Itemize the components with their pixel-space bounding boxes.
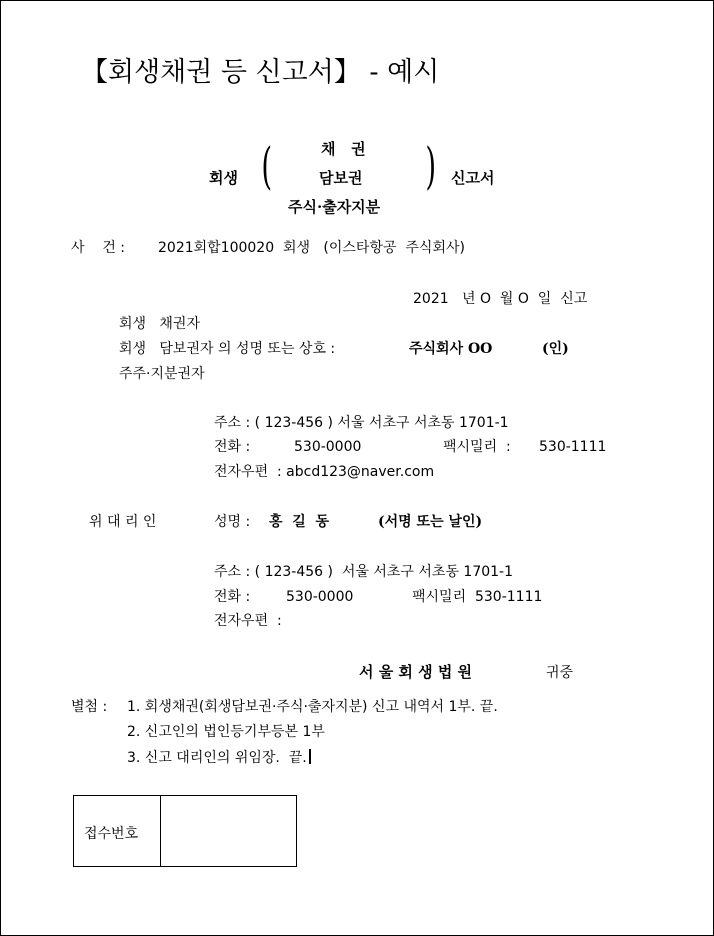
agent-email: 전자우편 :: [214, 613, 282, 629]
receipt-number-table: [73, 795, 297, 867]
agent-label: 위 대 리 인: [89, 514, 157, 530]
reporter-phone-label: 전화 :: [214, 439, 251, 455]
heading-item-claims: 채 권: [321, 140, 366, 158]
agent-phone-label: 전화 :: [214, 589, 251, 605]
reporter-address: 주소 : ( 123-456 ) 서울 서초구 서초동 1701-1: [214, 415, 509, 431]
document-title: 【회생채권 등 신고서】 - 예시: [81, 57, 440, 88]
report-date: 2021 년 O 월 O 일 신고: [413, 291, 588, 307]
court-suffix: 귀중: [546, 665, 574, 681]
reporter-email: 전자우편 : abcd123@naver.com: [214, 464, 435, 480]
agent-address: 주소 : ( 123-456 ) 서울 서초구 서초동 1701-1: [214, 564, 514, 580]
reporter-line2-label: 회생 담보권자 의 성명 또는 상호 :: [119, 341, 336, 357]
reporter-fax: 530-1111: [539, 439, 607, 455]
left-parenthesis: (: [261, 137, 273, 195]
right-parenthesis: ): [425, 137, 437, 195]
agent-name-label: 성명 :: [214, 514, 251, 530]
reporter-line3: 주주·지분권자: [119, 366, 205, 382]
case-value: 2021회합100020 회생 (이스타항공 주식회사): [158, 240, 465, 256]
court-name: 서 울 회 생 법 원: [359, 663, 473, 681]
reporter-fax-label: 팩시밀리 :: [443, 439, 511, 455]
agent-fax: 팩시밀리 530-1111: [412, 589, 543, 605]
reporter-name: 주식회사 OO: [409, 341, 493, 357]
attachment-item: 1. 회생채권(회생담보권·주식·출자지분) 신고 내역서 1부. 끝.: [127, 699, 498, 715]
attachment-item-text: 3. 신고 대리인의 위임장. 끝.: [127, 750, 307, 766]
heading-item-shares: 주식·출자지분: [288, 198, 381, 216]
reporter-phone: 530-0000: [294, 439, 362, 455]
table-divider: [160, 796, 161, 866]
attachments-label: 별첨 :: [71, 699, 108, 715]
receipt-number-label: 접수번호: [84, 826, 139, 842]
agent-name: 홍 길 동: [269, 514, 330, 530]
text-cursor: [309, 749, 311, 764]
attachment-item: 2. 신고인의 법인등기부등본 1부: [127, 724, 325, 740]
attachment-item-last: [127, 749, 311, 765]
reporter-seal: (인): [542, 341, 569, 357]
heading-left: 회생: [209, 169, 238, 187]
agent-phone: 530-0000: [286, 589, 354, 605]
reporter-line1: 회생 채권자: [119, 316, 200, 332]
heading-item-security: 담보권: [319, 169, 363, 187]
agent-sign: (서명 또는 날인): [378, 514, 483, 530]
heading-right: 신고서: [451, 169, 495, 187]
case-label: 사 건 :: [71, 240, 126, 256]
